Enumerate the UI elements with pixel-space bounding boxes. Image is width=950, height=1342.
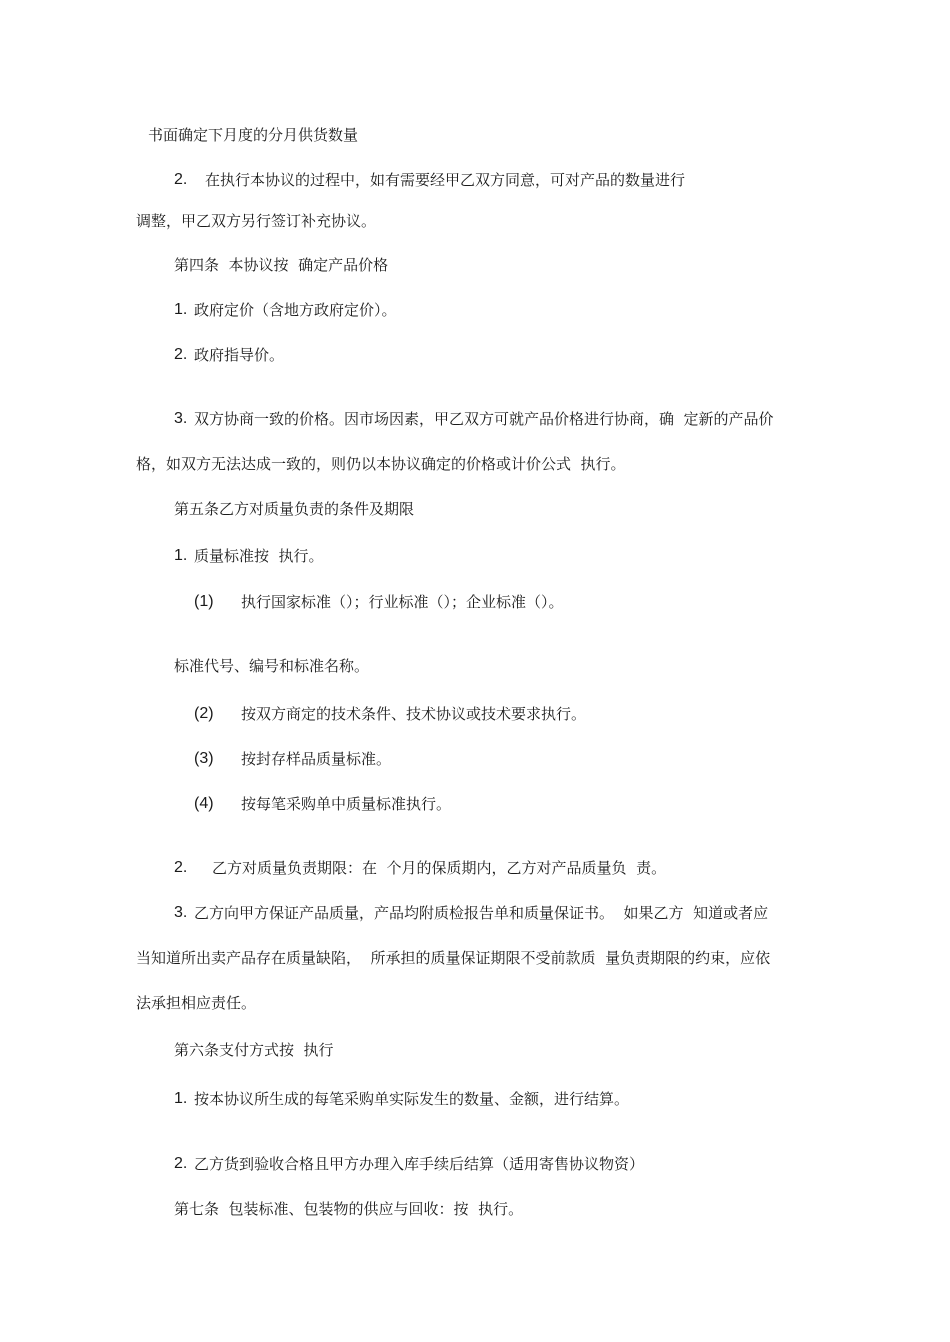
list-number: 2. — [174, 1155, 188, 1172]
paragraph-line: 在执行本协议的过程中，如有需要经甲乙双方同意，可对产品的数量进行 — [205, 171, 686, 189]
paragraph-line: 乙方货到验收合格且甲方办理入库手续后结算（适用寄售协议物资） — [194, 1155, 645, 1173]
section-heading: 第五条乙方对质量负责的条件及期限 — [174, 500, 415, 518]
paragraph-line: 标准代号、编号和标准名称。 — [174, 657, 370, 675]
list-number: 2. — [174, 171, 188, 188]
paragraph-line: 法承担相应责任。 — [136, 994, 257, 1012]
paragraph-line: 质量标准按 执行。 — [194, 547, 324, 565]
list-number: (2) — [194, 705, 214, 722]
paragraph-line: 乙方向甲方保证产品质量，产品均附质检报告单和质量保证书。 如果乙方 知道或者应 — [194, 904, 769, 922]
paragraph-line: 乙方对质量负责期限：在 个月的保质期内，乙方对产品质量负 责。 — [212, 859, 667, 877]
section-heading: 第七条 包装标准、包装物的供应与回收：按 执行。 — [174, 1200, 524, 1218]
paragraph-line: 调整，甲乙双方另行签订补充协议。 — [136, 212, 377, 230]
paragraph-line: 政府定价（含地方政府定价）。 — [194, 301, 397, 319]
paragraph-line: 按本协议所生成的每笔采购单实际发生的数量、金额，进行结算。 — [194, 1090, 630, 1108]
section-heading: 第四条 本协议按 确定产品价格 — [174, 256, 389, 274]
list-number: (1) — [194, 593, 214, 610]
section-heading: 第六条支付方式按 执行 — [174, 1041, 334, 1059]
paragraph-line: 书面确定下月度的分月供货数量 — [148, 126, 359, 144]
list-number: (3) — [194, 750, 214, 767]
list-number: 2. — [174, 859, 188, 876]
list-number: 1. — [174, 301, 188, 318]
list-number: 1. — [174, 1090, 188, 1107]
paragraph-line: 按双方商定的技术条件、技术协议或技术要求执行。 — [241, 705, 587, 723]
paragraph-line: 格，如双方无法达成一致的，则仍以本协议确定的价格或计价公式 执行。 — [136, 455, 626, 473]
paragraph-line: 按每笔采购单中质量标准执行。 — [241, 795, 452, 813]
list-number: 2. — [174, 346, 188, 363]
paragraph-line: 执行国家标准（）；行业标准（）；企业标准（）。 — [241, 593, 564, 611]
list-number: 3. — [174, 904, 188, 921]
list-number: 1. — [174, 547, 188, 564]
paragraph-line: 双方协商一致的价格。因市场因素，甲乙双方可就产品价格进行协商，确 定新的产品价 — [194, 410, 774, 428]
list-number: 3. — [174, 410, 188, 427]
paragraph-line: 政府指导价。 — [194, 346, 285, 364]
paragraph-line: 当知道所出卖产品存在质量缺陷， 所承担的质量保证期限不受前款质 量负责期限的约束，应依 — [136, 949, 771, 967]
list-number: (4) — [194, 795, 214, 812]
paragraph-line: 按封存样品质量标准。 — [241, 750, 392, 768]
